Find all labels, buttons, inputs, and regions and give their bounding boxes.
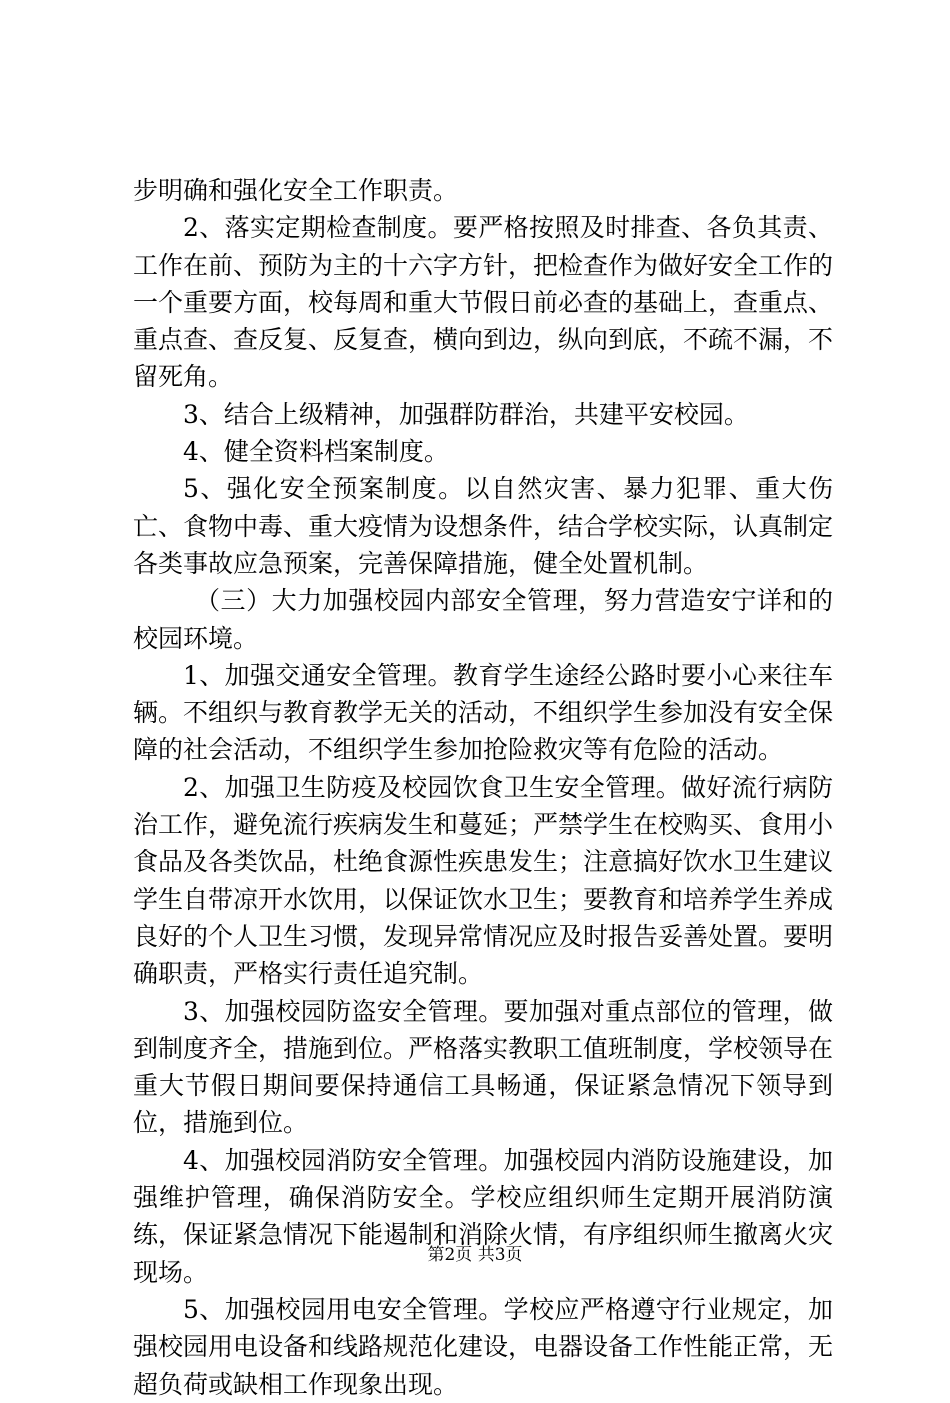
page-number-footer: 第2页 共3页 (427, 1245, 523, 1265)
paragraph-item-2-inspection: 2、落实定期检查制度。要严格按照及时排查、各负其责、工作在前、预防为主的十六字方针，把检查作为做好安全工作的一个重要方面，校每周和重大节假日前必查的基础上，查重点、重点查、查反复、反复查，横向到边，纵向到底，不疏不漏，不留死角。 (133, 213, 834, 392)
section-heading-three: （三）大力加强校园内部安全管理，努力营造安宁详和的校园环境。 (133, 586, 833, 653)
paragraph-fire-safety: 4、加强校园消防安全管理。加强校园内消防设施建设，加强维护管理，确保消防安全。学校应组织师生定期开展消防演练，保证紧急情况下能遏制和消除火情，有序组织师生撤离火灾现场。 (133, 1145, 834, 1287)
document-body (133, 172, 833, 1403)
paragraph-hygiene-safety: 2、加强卫生防疫及校园饮食卫生安全管理。做好流行病防治工作，避免流行疾病发生和蔓延；严禁学生在校购买、食用小食品及各类饮品，杜绝食源性疾患发生；注意搞好饮水卫生建议学生自带凉开水饮用，以保证饮水卫生；要教育和培养学生养成良好的个人卫生习惯，发现异常情况应及时报告妥善处置。要明确职责，严格实行责任追究制。 (133, 772, 834, 989)
paragraph-traffic-safety: 1、加强交通安全管理。教育学生途经公路时要小心来往车辆。不组织与教育教学无关的活动，不组织学生参加没有安全保障的社会活动，不组织学生参加抢险救灾等有危险的活动。 (133, 660, 834, 765)
paragraph-item-3-joint-prevention: 3、结合上级精神，加强群防群治，共建平安校园。 (183, 399, 749, 429)
paragraph-continuation: 步明确和强化安全工作职责。 (133, 176, 459, 205)
paragraph-electrical-safety: 5、加强校园用电安全管理。学校应严格遵守行业规定，加强校园用电设备和线路规范化建设，电器设备工作性能正常，无超负荷或缺相工作现象出现。 (133, 1294, 834, 1399)
paragraph-item-4-archives: 4、健全资料档案制度。 (183, 437, 449, 467)
paragraph-theft-prevention: 3、加强校园防盗安全管理。要加强对重点部位的管理，做到制度齐全，措施到位。严格落实教职工值班制度，学校领导在重大节假日期间要保持通信工具畅通，保证紧急情况下领导到位，措施到位。 (133, 996, 834, 1138)
paragraph-item-5-contingency: 5、强化安全预案制度。以自然灾害、暴力犯罪、重大伤亡、食物中毒、重大疫情为设想条件，结合学校实际，认真制定各类事故应急预案，完善保障措施，健全处置机制。 (133, 474, 834, 578)
